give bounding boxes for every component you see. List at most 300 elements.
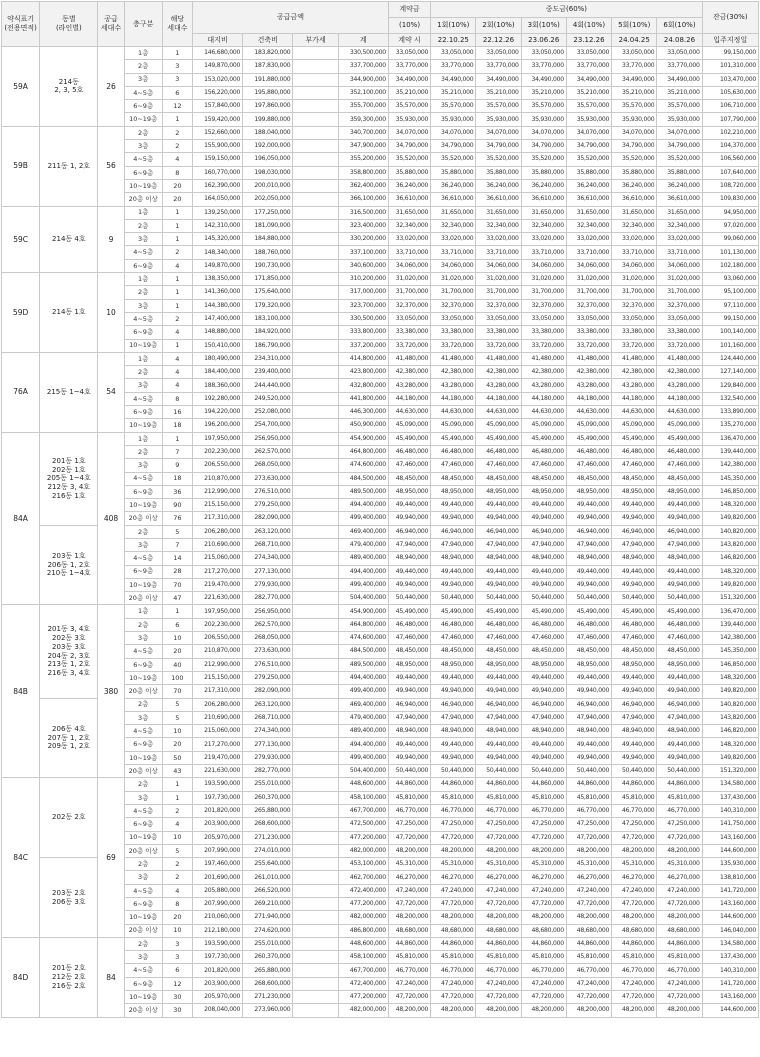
middle-payment-3-cell: 35,880,000 bbox=[521, 166, 566, 179]
vat-cell bbox=[293, 206, 338, 219]
unit-count-cell: 4 bbox=[162, 379, 192, 392]
header-d4: 23.12.26 bbox=[566, 34, 611, 47]
unit-count-cell: 90 bbox=[162, 499, 192, 512]
unit-count-cell: 4 bbox=[162, 818, 192, 831]
floor-cell: 10~19층 bbox=[124, 671, 162, 684]
deposit-cell: 34,490,000 bbox=[388, 73, 430, 86]
floor-cell: 20층 이상 bbox=[124, 844, 162, 857]
land-price-cell: 159,420,000 bbox=[192, 113, 242, 126]
unit-count-cell: 36 bbox=[162, 485, 192, 498]
header-supply-units: 공급 세대수 bbox=[98, 2, 124, 47]
middle-payment-1-cell: 34,790,000 bbox=[431, 140, 476, 153]
middle-payment-5-cell: 44,860,000 bbox=[612, 778, 657, 791]
unit-count-cell: 7 bbox=[162, 445, 192, 458]
middle-payment-5-cell: 49,440,000 bbox=[612, 565, 657, 578]
deposit-cell: 34,070,000 bbox=[388, 126, 430, 139]
building-price-cell: 196,050,000 bbox=[243, 153, 293, 166]
balance-cell: 140,820,000 bbox=[702, 698, 758, 711]
vat-cell bbox=[293, 831, 338, 844]
total-price-cell: 330,200,000 bbox=[338, 233, 388, 246]
middle-payment-3-cell: 47,720,000 bbox=[521, 991, 566, 1004]
vat-cell bbox=[293, 392, 338, 405]
vat-cell bbox=[293, 618, 338, 631]
middle-payment-4-cell: 48,450,000 bbox=[566, 645, 611, 658]
unit-count-cell: 7 bbox=[162, 538, 192, 551]
total-price-cell: 504,400,000 bbox=[338, 765, 388, 778]
unit-count-cell: 4 bbox=[162, 259, 192, 272]
middle-payment-3-cell: 44,630,000 bbox=[521, 406, 566, 419]
deposit-cell: 48,950,000 bbox=[388, 658, 430, 671]
middle-payment-6-cell: 48,950,000 bbox=[657, 658, 702, 671]
middle-payment-4-cell: 35,520,000 bbox=[566, 153, 611, 166]
floor-cell: 4~5층 bbox=[124, 246, 162, 259]
floor-cell: 1층 bbox=[124, 352, 162, 365]
deposit-cell: 49,440,000 bbox=[388, 738, 430, 751]
vat-cell bbox=[293, 326, 338, 339]
middle-payment-1-cell: 34,490,000 bbox=[431, 73, 476, 86]
deposit-cell: 48,680,000 bbox=[388, 924, 430, 937]
building-price-cell: 254,700,000 bbox=[243, 419, 293, 432]
building-price-cell: 271,230,000 bbox=[243, 831, 293, 844]
unit-count-cell: 4 bbox=[162, 884, 192, 897]
middle-payment-6-cell: 48,450,000 bbox=[657, 645, 702, 658]
vat-cell bbox=[293, 259, 338, 272]
middle-payment-5-cell: 33,710,000 bbox=[612, 246, 657, 259]
balance-cell: 142,380,000 bbox=[702, 632, 758, 645]
middle-payment-1-cell: 48,200,000 bbox=[431, 844, 476, 857]
total-price-cell: 474,600,000 bbox=[338, 459, 388, 472]
middle-payment-5-cell: 34,490,000 bbox=[612, 73, 657, 86]
vat-cell bbox=[293, 632, 338, 645]
building-price-cell: 255,640,000 bbox=[243, 858, 293, 871]
middle-payment-4-cell: 33,720,000 bbox=[566, 339, 611, 352]
middle-payment-1-cell: 48,680,000 bbox=[431, 924, 476, 937]
total-price-cell: 469,400,000 bbox=[338, 525, 388, 538]
middle-payment-1-cell: 33,720,000 bbox=[431, 339, 476, 352]
vat-cell bbox=[293, 592, 338, 605]
middle-payment-1-cell: 35,210,000 bbox=[431, 86, 476, 99]
deposit-cell: 31,020,000 bbox=[388, 273, 430, 286]
land-price-cell: 152,660,000 bbox=[192, 126, 242, 139]
middle-payment-5-cell: 49,940,000 bbox=[612, 685, 657, 698]
middle-payment-5-cell: 49,940,000 bbox=[612, 512, 657, 525]
unit-count-cell: 20 bbox=[162, 645, 192, 658]
total-price-cell: 479,400,000 bbox=[338, 538, 388, 551]
middle-payment-5-cell: 33,380,000 bbox=[612, 326, 657, 339]
floor-cell: 6~9층 bbox=[124, 166, 162, 179]
middle-payment-3-cell: 33,020,000 bbox=[521, 233, 566, 246]
building-price-cell: 177,250,000 bbox=[243, 206, 293, 219]
middle-payment-3-cell: 48,200,000 bbox=[521, 1004, 566, 1017]
unit-count-cell: 2 bbox=[162, 871, 192, 884]
balance-cell: 143,820,000 bbox=[702, 711, 758, 724]
middle-payment-5-cell: 47,240,000 bbox=[612, 884, 657, 897]
building-price-cell: 190,730,000 bbox=[243, 259, 293, 272]
table-row bbox=[2, 778, 759, 791]
land-price-cell: 219,470,000 bbox=[192, 751, 242, 764]
middle-payment-6-cell: 44,630,000 bbox=[657, 406, 702, 419]
middle-payment-3-cell: 48,680,000 bbox=[521, 924, 566, 937]
middle-payment-3-cell: 46,270,000 bbox=[521, 871, 566, 884]
middle-payment-4-cell: 44,630,000 bbox=[566, 406, 611, 419]
supply-units-cell: 380 bbox=[98, 605, 124, 778]
middle-payment-2-cell: 36,610,000 bbox=[476, 193, 521, 206]
building-price-cell: 273,960,000 bbox=[243, 1004, 293, 1017]
middle-payment-3-cell: 48,950,000 bbox=[521, 485, 566, 498]
vat-cell bbox=[293, 791, 338, 804]
middle-payment-3-cell: 49,440,000 bbox=[521, 738, 566, 751]
middle-payment-5-cell: 47,940,000 bbox=[612, 538, 657, 551]
middle-payment-5-cell: 35,930,000 bbox=[612, 113, 657, 126]
floor-cell: 4~5층 bbox=[124, 312, 162, 325]
floor-cell: 10~19층 bbox=[124, 991, 162, 1004]
balance-cell: 137,430,000 bbox=[702, 791, 758, 804]
unit-count-cell: 6 bbox=[162, 964, 192, 977]
middle-payment-2-cell: 47,250,000 bbox=[476, 818, 521, 831]
dong-line-cell: 214동 2, 3, 5호 bbox=[40, 47, 98, 127]
middle-payment-3-cell: 34,060,000 bbox=[521, 259, 566, 272]
total-price-cell: 472,400,000 bbox=[338, 884, 388, 897]
vat-cell bbox=[293, 286, 338, 299]
balance-cell: 99,150,000 bbox=[702, 47, 758, 60]
deposit-cell: 50,440,000 bbox=[388, 592, 430, 605]
middle-payment-4-cell: 47,460,000 bbox=[566, 459, 611, 472]
land-price-cell: 212,180,000 bbox=[192, 924, 242, 937]
unit-count-cell: 5 bbox=[162, 844, 192, 857]
total-price-cell: 484,500,000 bbox=[338, 645, 388, 658]
land-price-cell: 206,550,000 bbox=[192, 459, 242, 472]
middle-payment-1-cell: 33,770,000 bbox=[431, 60, 476, 73]
middle-payment-5-cell: 48,940,000 bbox=[612, 725, 657, 738]
land-price-cell: 215,060,000 bbox=[192, 552, 242, 565]
header-d2: 22.12.26 bbox=[476, 34, 521, 47]
total-price-cell: 479,400,000 bbox=[338, 711, 388, 724]
unit-count-cell: 70 bbox=[162, 685, 192, 698]
balance-cell: 151,320,000 bbox=[702, 592, 758, 605]
building-price-cell: 273,630,000 bbox=[243, 645, 293, 658]
building-price-cell: 263,120,000 bbox=[243, 698, 293, 711]
vat-cell bbox=[293, 100, 338, 113]
floor-cell: 20층 이상 bbox=[124, 1004, 162, 1017]
middle-payment-6-cell: 33,380,000 bbox=[657, 326, 702, 339]
vat-cell bbox=[293, 366, 338, 379]
middle-payment-2-cell: 48,950,000 bbox=[476, 658, 521, 671]
middle-payment-1-cell: 34,060,000 bbox=[431, 259, 476, 272]
total-price-cell: 499,400,000 bbox=[338, 512, 388, 525]
unit-count-cell: 20 bbox=[162, 738, 192, 751]
middle-payment-1-cell: 45,810,000 bbox=[431, 951, 476, 964]
middle-payment-6-cell: 47,240,000 bbox=[657, 977, 702, 990]
vat-cell bbox=[293, 911, 338, 924]
header-d3: 23.06.26 bbox=[521, 34, 566, 47]
middle-payment-1-cell: 47,720,000 bbox=[431, 898, 476, 911]
building-price-cell: 195,880,000 bbox=[243, 86, 293, 99]
middle-payment-6-cell: 36,610,000 bbox=[657, 193, 702, 206]
middle-payment-5-cell: 45,810,000 bbox=[612, 791, 657, 804]
building-price-cell: 252,080,000 bbox=[243, 406, 293, 419]
building-price-cell: 268,600,000 bbox=[243, 818, 293, 831]
building-price-cell: 271,940,000 bbox=[243, 911, 293, 924]
middle-payment-4-cell: 45,810,000 bbox=[566, 791, 611, 804]
middle-payment-2-cell: 49,440,000 bbox=[476, 499, 521, 512]
middle-payment-4-cell: 43,280,000 bbox=[566, 379, 611, 392]
deposit-cell: 47,460,000 bbox=[388, 632, 430, 645]
middle-payment-3-cell: 45,810,000 bbox=[521, 951, 566, 964]
total-price-cell: 477,200,000 bbox=[338, 991, 388, 1004]
middle-payment-2-cell: 46,940,000 bbox=[476, 698, 521, 711]
total-price-cell: 347,900,000 bbox=[338, 140, 388, 153]
middle-payment-6-cell: 48,450,000 bbox=[657, 472, 702, 485]
middle-payment-6-cell: 48,950,000 bbox=[657, 485, 702, 498]
middle-payment-1-cell: 32,370,000 bbox=[431, 299, 476, 312]
middle-payment-2-cell: 46,270,000 bbox=[476, 871, 521, 884]
land-price-cell: 184,400,000 bbox=[192, 366, 242, 379]
unit-count-cell: 10 bbox=[162, 725, 192, 738]
supply-units-cell: 69 bbox=[98, 778, 124, 938]
middle-payment-6-cell: 49,940,000 bbox=[657, 578, 702, 591]
total-price-cell: 337,200,000 bbox=[338, 339, 388, 352]
deposit-cell: 49,440,000 bbox=[388, 671, 430, 684]
middle-payment-2-cell: 45,490,000 bbox=[476, 605, 521, 618]
floor-cell: 6~9층 bbox=[124, 658, 162, 671]
middle-payment-6-cell: 49,940,000 bbox=[657, 751, 702, 764]
total-price-cell: 352,100,000 bbox=[338, 86, 388, 99]
header-floor: 층구분 bbox=[124, 2, 162, 47]
unit-count-cell: 1 bbox=[162, 233, 192, 246]
vat-cell bbox=[293, 273, 338, 286]
middle-payment-3-cell: 34,490,000 bbox=[521, 73, 566, 86]
middle-payment-3-cell: 49,440,000 bbox=[521, 499, 566, 512]
header-units: 해당 세대수 bbox=[162, 2, 192, 47]
middle-payment-4-cell: 46,770,000 bbox=[566, 964, 611, 977]
floor-cell: 10~19층 bbox=[124, 831, 162, 844]
middle-payment-2-cell: 31,650,000 bbox=[476, 206, 521, 219]
balance-cell: 93,060,000 bbox=[702, 273, 758, 286]
middle-payment-1-cell: 48,940,000 bbox=[431, 725, 476, 738]
middle-payment-3-cell: 32,340,000 bbox=[521, 219, 566, 232]
middle-payment-4-cell: 41,480,000 bbox=[566, 352, 611, 365]
middle-payment-3-cell: 35,570,000 bbox=[521, 100, 566, 113]
middle-payment-6-cell: 50,440,000 bbox=[657, 592, 702, 605]
middle-payment-6-cell: 48,680,000 bbox=[657, 924, 702, 937]
land-price-cell: 144,380,000 bbox=[192, 299, 242, 312]
middle-payment-2-cell: 33,720,000 bbox=[476, 339, 521, 352]
land-price-cell: 188,360,000 bbox=[192, 379, 242, 392]
middle-payment-6-cell: 45,490,000 bbox=[657, 605, 702, 618]
supply-units-cell: 9 bbox=[98, 206, 124, 272]
unit-type-cell: 84B bbox=[2, 605, 40, 778]
table-body bbox=[2, 47, 759, 1018]
middle-payment-2-cell: 44,860,000 bbox=[476, 937, 521, 950]
supply-price-table bbox=[1, 1, 759, 1018]
middle-payment-5-cell: 44,180,000 bbox=[612, 392, 657, 405]
total-price-cell: 489,400,000 bbox=[338, 552, 388, 565]
deposit-cell: 50,440,000 bbox=[388, 765, 430, 778]
middle-payment-1-cell: 48,200,000 bbox=[431, 911, 476, 924]
unit-count-cell: 14 bbox=[162, 552, 192, 565]
building-price-cell: 179,320,000 bbox=[243, 299, 293, 312]
middle-payment-6-cell: 47,240,000 bbox=[657, 884, 702, 897]
total-price-cell: 337,700,000 bbox=[338, 60, 388, 73]
middle-payment-4-cell: 33,770,000 bbox=[566, 60, 611, 73]
vat-cell bbox=[293, 552, 338, 565]
deposit-cell: 49,940,000 bbox=[388, 751, 430, 764]
middle-payment-3-cell: 47,460,000 bbox=[521, 459, 566, 472]
building-price-cell: 186,790,000 bbox=[243, 339, 293, 352]
middle-payment-2-cell: 33,050,000 bbox=[476, 312, 521, 325]
header-d1: 22.10.25 bbox=[431, 34, 476, 47]
land-price-cell: 196,200,000 bbox=[192, 419, 242, 432]
dong-line-cell: 201동 3, 4호 202동 3호 203동 3호 204동 2, 3호 213동 1, 2호 216동 3, 4호 bbox=[40, 605, 98, 698]
building-price-cell: 183,820,000 bbox=[243, 47, 293, 60]
middle-payment-2-cell: 44,860,000 bbox=[476, 778, 521, 791]
land-price-cell: 221,630,000 bbox=[192, 765, 242, 778]
total-price-cell: 469,400,000 bbox=[338, 698, 388, 711]
land-price-cell: 159,150,000 bbox=[192, 153, 242, 166]
middle-payment-5-cell: 45,810,000 bbox=[612, 951, 657, 964]
deposit-cell: 48,950,000 bbox=[388, 485, 430, 498]
middle-payment-6-cell: 36,240,000 bbox=[657, 179, 702, 192]
balance-cell: 144,600,000 bbox=[702, 844, 758, 857]
middle-payment-4-cell: 48,450,000 bbox=[566, 472, 611, 485]
floor-cell: 2층 bbox=[124, 937, 162, 950]
middle-payment-4-cell: 49,940,000 bbox=[566, 751, 611, 764]
header-deposit-when: 계약 시 bbox=[388, 34, 430, 47]
land-price-cell: 138,350,000 bbox=[192, 273, 242, 286]
unit-count-cell: 4 bbox=[162, 153, 192, 166]
balance-cell: 141,720,000 bbox=[702, 977, 758, 990]
header-m6: 6회(10%) bbox=[657, 18, 702, 34]
building-price-cell: 274,340,000 bbox=[243, 725, 293, 738]
middle-payment-1-cell: 45,810,000 bbox=[431, 791, 476, 804]
unit-count-cell: 4 bbox=[162, 366, 192, 379]
building-price-cell: 279,250,000 bbox=[243, 671, 293, 684]
middle-payment-4-cell: 35,880,000 bbox=[566, 166, 611, 179]
vat-cell bbox=[293, 658, 338, 671]
land-price-cell: 201,820,000 bbox=[192, 804, 242, 817]
middle-payment-4-cell: 35,210,000 bbox=[566, 86, 611, 99]
total-price-cell: 482,000,000 bbox=[338, 1004, 388, 1017]
balance-cell: 146,040,000 bbox=[702, 924, 758, 937]
unit-count-cell: 76 bbox=[162, 512, 192, 525]
middle-payment-6-cell: 49,440,000 bbox=[657, 499, 702, 512]
middle-payment-4-cell: 36,240,000 bbox=[566, 179, 611, 192]
middle-payment-6-cell: 44,860,000 bbox=[657, 937, 702, 950]
supply-units-cell: 10 bbox=[98, 273, 124, 353]
deposit-cell: 35,520,000 bbox=[388, 153, 430, 166]
floor-cell: 2층 bbox=[124, 445, 162, 458]
middle-payment-6-cell: 47,720,000 bbox=[657, 898, 702, 911]
building-price-cell: 255,010,000 bbox=[243, 937, 293, 950]
middle-payment-6-cell: 45,310,000 bbox=[657, 858, 702, 871]
vat-cell bbox=[293, 499, 338, 512]
floor-cell: 1층 bbox=[124, 605, 162, 618]
vat-cell bbox=[293, 858, 338, 871]
unit-count-cell: 8 bbox=[162, 898, 192, 911]
middle-payment-4-cell: 34,790,000 bbox=[566, 140, 611, 153]
balance-cell: 107,790,000 bbox=[702, 113, 758, 126]
deposit-cell: 42,380,000 bbox=[388, 366, 430, 379]
middle-payment-6-cell: 49,440,000 bbox=[657, 671, 702, 684]
total-price-cell: 441,800,000 bbox=[338, 392, 388, 405]
floor-cell: 20층 이상 bbox=[124, 765, 162, 778]
vat-cell bbox=[293, 140, 338, 153]
middle-payment-2-cell: 32,340,000 bbox=[476, 219, 521, 232]
middle-payment-6-cell: 31,020,000 bbox=[657, 273, 702, 286]
middle-payment-6-cell: 49,440,000 bbox=[657, 738, 702, 751]
vat-cell bbox=[293, 671, 338, 684]
middle-payment-4-cell: 47,940,000 bbox=[566, 538, 611, 551]
middle-payment-1-cell: 36,240,000 bbox=[431, 179, 476, 192]
unit-count-cell: 3 bbox=[162, 73, 192, 86]
dong-line-cell: 206동 4호 207동 1, 2호 209동 1, 2호 bbox=[40, 698, 98, 778]
table-row bbox=[2, 47, 759, 60]
unit-count-cell: 1 bbox=[162, 605, 192, 618]
vat-cell bbox=[293, 233, 338, 246]
middle-payment-3-cell: 44,860,000 bbox=[521, 778, 566, 791]
total-price-cell: 477,200,000 bbox=[338, 898, 388, 911]
unit-count-cell: 70 bbox=[162, 578, 192, 591]
dong-line-cell: 201동 2호 212동 2호 216동 2호 bbox=[40, 937, 98, 1017]
unit-type-cell: 84C bbox=[2, 778, 40, 938]
header-m4: 4회(10%) bbox=[566, 18, 611, 34]
middle-payment-1-cell: 49,940,000 bbox=[431, 751, 476, 764]
unit-count-cell: 2 bbox=[162, 140, 192, 153]
middle-payment-6-cell: 47,940,000 bbox=[657, 711, 702, 724]
middle-payment-3-cell: 35,520,000 bbox=[521, 153, 566, 166]
middle-payment-1-cell: 43,280,000 bbox=[431, 379, 476, 392]
land-price-cell: 142,310,000 bbox=[192, 219, 242, 232]
total-price-cell: 494,400,000 bbox=[338, 565, 388, 578]
middle-payment-6-cell: 48,200,000 bbox=[657, 1004, 702, 1017]
total-price-cell: 450,900,000 bbox=[338, 419, 388, 432]
middle-payment-5-cell: 31,020,000 bbox=[612, 273, 657, 286]
middle-payment-6-cell: 46,270,000 bbox=[657, 871, 702, 884]
middle-payment-6-cell: 34,060,000 bbox=[657, 259, 702, 272]
middle-payment-4-cell: 45,310,000 bbox=[566, 858, 611, 871]
floor-cell: 3층 bbox=[124, 791, 162, 804]
middle-payment-6-cell: 48,200,000 bbox=[657, 911, 702, 924]
balance-cell: 148,320,000 bbox=[702, 738, 758, 751]
balance-cell: 108,720,000 bbox=[702, 179, 758, 192]
middle-payment-5-cell: 46,940,000 bbox=[612, 698, 657, 711]
middle-payment-2-cell: 33,020,000 bbox=[476, 233, 521, 246]
middle-payment-1-cell: 48,950,000 bbox=[431, 485, 476, 498]
middle-payment-6-cell: 45,810,000 bbox=[657, 951, 702, 964]
total-price-cell: 454,900,000 bbox=[338, 432, 388, 445]
deposit-cell: 31,650,000 bbox=[388, 206, 430, 219]
land-price-cell: 150,410,000 bbox=[192, 339, 242, 352]
balance-cell: 133,890,000 bbox=[702, 406, 758, 419]
deposit-cell: 48,200,000 bbox=[388, 1004, 430, 1017]
middle-payment-4-cell: 47,720,000 bbox=[566, 831, 611, 844]
middle-payment-1-cell: 45,490,000 bbox=[431, 605, 476, 618]
middle-payment-5-cell: 47,460,000 bbox=[612, 632, 657, 645]
land-price-cell: 217,310,000 bbox=[192, 685, 242, 698]
middle-payment-2-cell: 48,940,000 bbox=[476, 725, 521, 738]
total-price-cell: 446,300,000 bbox=[338, 406, 388, 419]
middle-payment-1-cell: 50,440,000 bbox=[431, 765, 476, 778]
vat-cell bbox=[293, 126, 338, 139]
middle-payment-3-cell: 31,700,000 bbox=[521, 286, 566, 299]
middle-payment-5-cell: 34,790,000 bbox=[612, 140, 657, 153]
total-price-cell: 499,400,000 bbox=[338, 751, 388, 764]
middle-payment-4-cell: 46,770,000 bbox=[566, 804, 611, 817]
deposit-cell: 45,490,000 bbox=[388, 432, 430, 445]
building-price-cell: 184,880,000 bbox=[243, 233, 293, 246]
vat-cell bbox=[293, 924, 338, 937]
floor-cell: 3층 bbox=[124, 73, 162, 86]
